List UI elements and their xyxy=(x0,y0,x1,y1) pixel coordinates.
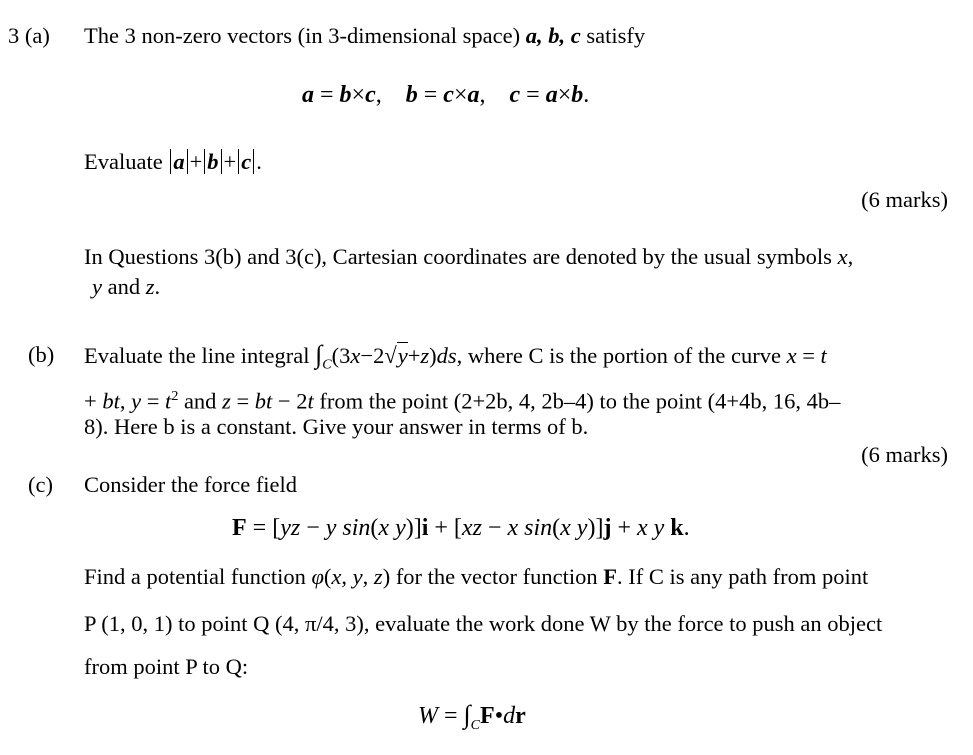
q3b-line2: + bt, $y = t^2$ and z = bt − 2t from the point (2+2b, 4, 2b–4) to the point (4+4b, 16, 4b– xyxy=(84,388,841,414)
q3c-work-integral: $W = \int_CF•dr$ xyxy=(418,700,526,733)
coordinates-note-line1: In Questions 3(b) and 3(c), Cartesian coordinates are denoted by the usual symbols x, xyxy=(84,244,854,269)
q3a-intro-pre: The 3 non-zero vectors (in 3-dimensional space) xyxy=(84,23,526,48)
q3c-force-field: F = [yz − y sin(x y)]i + [xz − x sin(x y)]j + x y k. xyxy=(232,515,690,541)
coordinates-note-line2: y and z. xyxy=(92,274,161,299)
question-number-3a: 3 (a) xyxy=(8,23,50,48)
q3a-marks: (6 marks) xyxy=(861,187,948,212)
q3a-intro xyxy=(84,22,645,50)
q3a-evaluate-label: Evaluate xyxy=(84,149,163,174)
q3b-line-integral: $\int_C(3x-2√y+z)ds$ xyxy=(315,340,457,373)
q3a-vector-list: a, b, c xyxy=(525,23,581,48)
q3b-line3: 8). Here b is a constant. Give your answer in terms of b. xyxy=(84,414,589,439)
question-number-3c: (c) xyxy=(28,472,53,497)
q3b-line1: Evaluate the line integral $\int_C(3x-2√y+z)ds$, where C is the portion of the curve x = t xyxy=(84,340,827,373)
q3c-line3: from point P to Q: xyxy=(84,654,249,679)
q3c-line1: Find a potential function φ(x, y, z) for the vector function F. If C is any path from point xyxy=(84,564,869,589)
q3c-intro: Consider the force field xyxy=(84,472,298,497)
q3a-evaluate: Evaluate a + b + c . xyxy=(84,149,262,174)
q3b-marks: (6 marks) xyxy=(861,442,948,467)
q3a-intro-post: satisfy xyxy=(580,23,646,48)
question-number-3b: (b) xyxy=(28,342,55,367)
q3c-line2: P (1, 0, 1) to point Q (4, π/4, 3), evaluate the work done W by the force to push an object xyxy=(84,611,883,636)
q3a-equations: a = b×c, b = c×a, c = a×b. xyxy=(302,82,590,108)
